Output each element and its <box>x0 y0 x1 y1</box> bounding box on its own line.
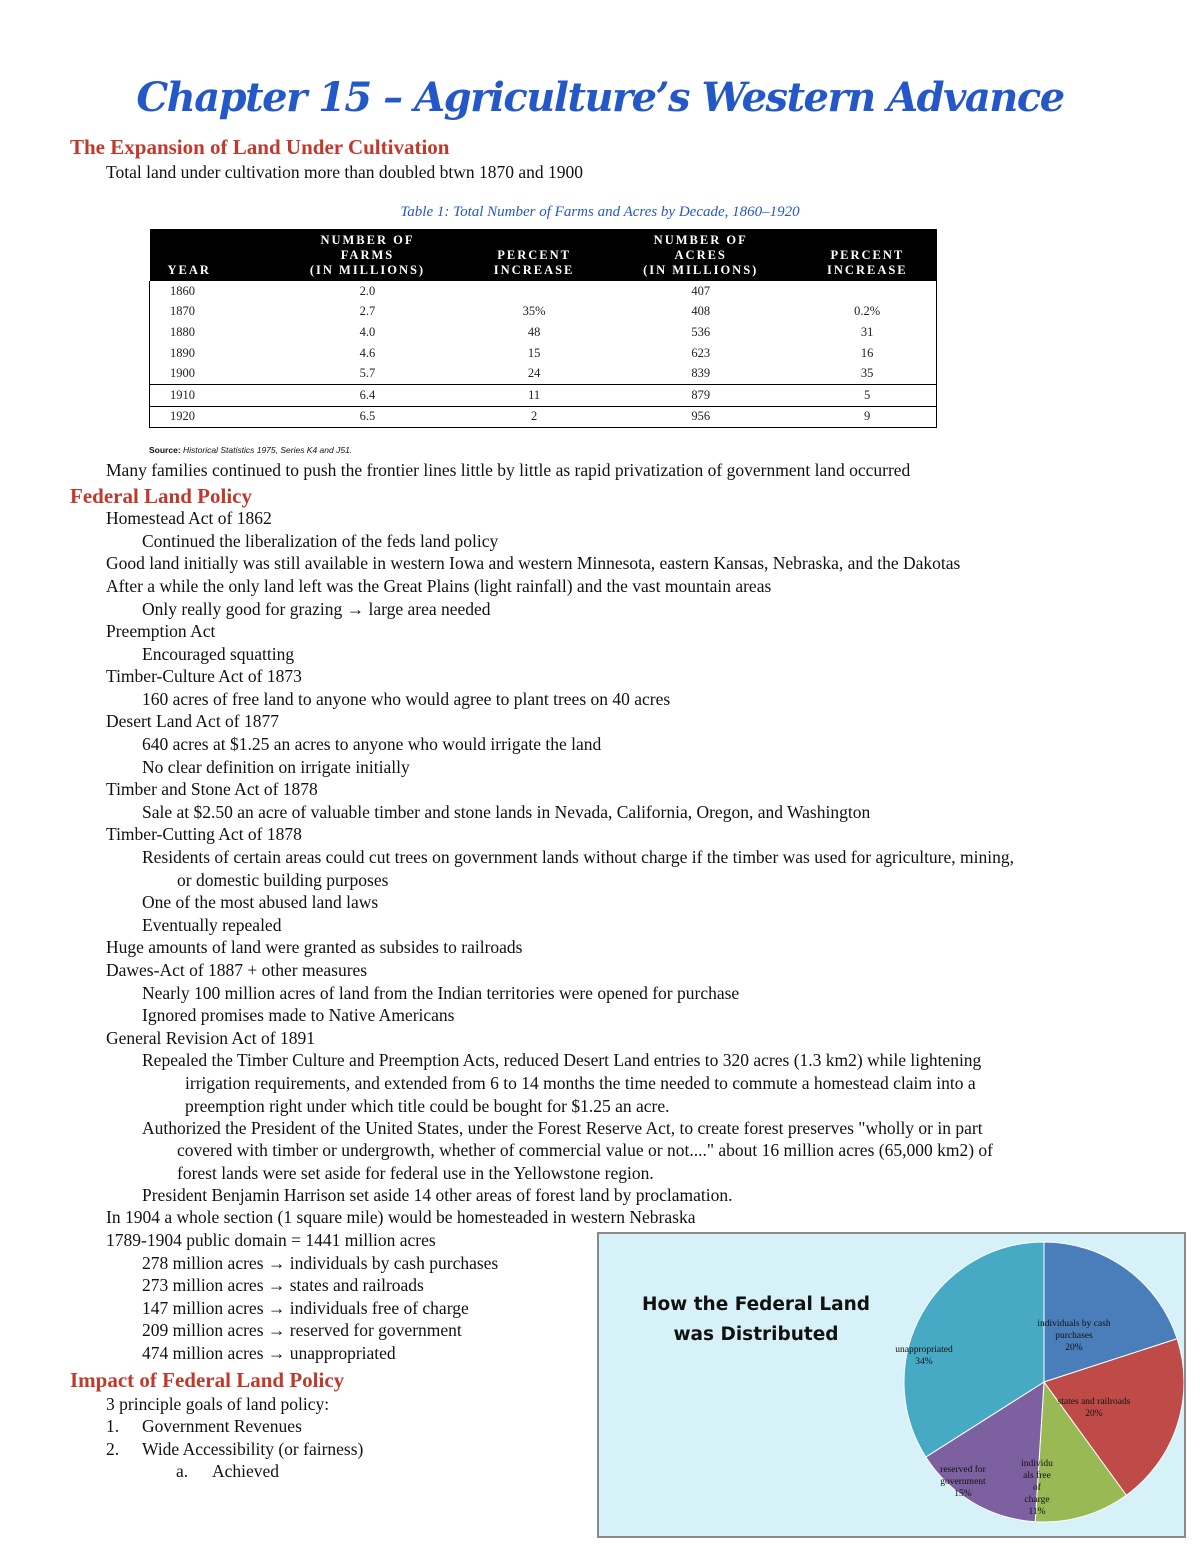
cell-year: 1900 <box>170 366 195 381</box>
federal-line: 474 million acres → unappropriated <box>142 1343 396 1363</box>
pie-slice-label-line: unappropriated <box>895 1345 953 1355</box>
cell-farms: 2.0 <box>359 283 376 298</box>
header-farms-pct <box>465 229 603 281</box>
cell-farms: 4.6 <box>359 345 376 360</box>
pie-chart <box>599 1234 1184 1536</box>
cell-acres-pct <box>798 281 936 302</box>
pie-slice-label-line: als free <box>1023 1471 1051 1481</box>
header-acres-pct <box>798 229 936 281</box>
federal-line: Continued the liberalization of the feds land policy <box>142 531 499 551</box>
federal-line: 640 acres at $1.25 an acres to anyone who would irrigate the land <box>142 734 602 754</box>
table-source <box>149 445 352 455</box>
impact-intro: 3 principle goals of land policy: <box>106 1394 330 1414</box>
federal-line: One of the most abused land laws <box>142 892 379 912</box>
cell-farms: 4.0 <box>359 324 376 339</box>
header-acres-line3: (IN MILLIONS) <box>643 263 759 277</box>
cell-acres: 879 <box>603 384 798 406</box>
federal-line: General Revision Act of 1891 <box>106 1028 315 1048</box>
header-acres-pct-line2: INCREASE <box>827 263 908 277</box>
federal-line: President Benjamin Harrison set aside 14 other areas of forest land by proclamation. <box>142 1185 733 1205</box>
federal-line: covered with timber or undergrowth, whether of commercial value or not...." about 16 million acres (65,000 km2) of <box>177 1140 993 1160</box>
cell-acres-pct: 31 <box>860 324 874 339</box>
cell-year: 1860 <box>170 283 195 298</box>
federal-line: Desert Land Act of 1877 <box>106 711 280 731</box>
cell-acres: 956 <box>603 406 798 428</box>
cell-acres: 407 <box>691 283 711 298</box>
pie-slice-label-line: of <box>1033 1483 1041 1493</box>
cell-acres-pct: 16 <box>860 345 874 360</box>
federal-line: In 1904 a whole section (1 square mile) would be homesteaded in western Nebraska <box>106 1207 696 1227</box>
goal-1-text: Government Revenues <box>142 1416 302 1436</box>
cell-year: 1870 <box>170 304 195 319</box>
cell-farms-pct: 35% <box>522 304 546 319</box>
header-farms-line1: NUMBER OF <box>320 233 415 247</box>
federal-line: No clear definition on irrigate initially <box>142 757 410 777</box>
table-row <box>150 363 937 384</box>
cell-farms-pct <box>465 281 603 302</box>
cell-farms: 6.5 <box>270 406 465 428</box>
federal-line: Eventually repealed <box>142 915 282 935</box>
pie-slice-label-line: reserved for <box>940 1465 986 1475</box>
federal-line: Sale at $2.50 an acre of valuable timber and stone lands in Nevada, California, Oregon, and Washington <box>142 802 871 822</box>
federal-line: irrigation requirements, and extended from 6 to 14 months the time needed to commute a homestead claim into a <box>185 1073 976 1093</box>
federal-line: Huge amounts of land were granted as subsides to railroads <box>106 937 523 957</box>
federal-line: 209 million acres → reserved for government <box>142 1320 462 1340</box>
intro-text: Total land under cultivation more than doubled btwn 1870 and 1900 <box>106 162 584 182</box>
cell-acres: 623 <box>691 345 711 360</box>
cell-farms-pct: 24 <box>527 366 541 381</box>
after-table-text: Many families continued to push the frontier lines little by little as rapid privatization of government land occurred <box>106 460 911 480</box>
farms-table <box>149 229 937 428</box>
cell-acres: 839 <box>691 366 711 381</box>
cell-farms-pct: 48 <box>527 324 541 339</box>
federal-line: Ignored promises made to Native Americans <box>142 1005 455 1025</box>
federal-line: Encouraged squatting <box>142 644 295 664</box>
table-row <box>150 406 937 428</box>
federal-line: 160 acres of free land to anyone who would agree to plant trees on 40 acres <box>142 689 671 709</box>
table-row <box>150 384 937 406</box>
federal-line: 147 million acres → individuals free of charge <box>142 1298 469 1318</box>
header-year: YEAR <box>150 229 271 281</box>
section-heading-impact: Impact of Federal Land Policy <box>70 1368 345 1392</box>
federal-line: 273 million acres → states and railroads <box>142 1275 424 1295</box>
goal-1-marker: 1. <box>106 1416 120 1436</box>
federal-line: or domestic building purposes <box>177 870 389 890</box>
federal-line: 1789-1904 public domain = 1441 million acres <box>106 1230 436 1250</box>
page-title: Chapter 15 – Agriculture’s Western Advance <box>136 74 1064 121</box>
section-heading-federal: Federal Land Policy <box>70 484 252 508</box>
goal-2-marker: 2. <box>106 1439 120 1459</box>
federal-line: Timber-Cutting Act of 1878 <box>106 824 302 844</box>
goal-2-text: Wide Accessibility (or fairness) <box>142 1439 364 1459</box>
table-row <box>150 343 937 364</box>
cell-farms: 6.4 <box>270 384 465 406</box>
cell-farms-pct: 2 <box>465 406 603 428</box>
pie-slice-label-line: 20% <box>1065 1343 1083 1353</box>
header-farms-pct-line1: PERCENT <box>497 248 571 262</box>
cell-farms: 2.7 <box>359 304 376 319</box>
pie-slice-label-line: purchases <box>1055 1331 1093 1341</box>
chart-title-line1: How the Federal Land <box>641 1294 871 1315</box>
federal-line: Repealed the Timber Culture and Preemption Acts, reduced Desert Land entries to 320 acres (1.3 km2) while lightening <box>142 1050 982 1070</box>
pie-slice-label-line: 20% <box>1085 1409 1103 1419</box>
federal-line: Homestead Act of 1862 <box>106 508 272 528</box>
federal-line: Preemption Act <box>106 621 216 641</box>
pie-slice-label-line: 34% <box>915 1357 933 1367</box>
cell-acres: 408 <box>691 304 711 319</box>
cell-year: 1920 <box>150 406 271 428</box>
federal-line: Timber and Stone Act of 1878 <box>106 779 318 799</box>
federal-line: Residents of certain areas could cut trees on government lands without charge if the timber was used for agriculture, mining, <box>142 847 1014 867</box>
table-caption: Table 1: Total Number of Farms and Acres by Decade, 1860–1920 <box>400 204 800 220</box>
header-farms-line2: FARMS <box>340 248 395 262</box>
section-heading-expansion: The Expansion of Land Under Cultivation <box>70 135 450 159</box>
pie-slice-label-line: individuals by cash <box>1037 1319 1111 1329</box>
federal-line: Timber-Culture Act of 1873 <box>106 666 302 686</box>
table-row <box>150 302 937 323</box>
header-farms-line3: (IN MILLIONS) <box>309 263 426 277</box>
header-farms <box>270 229 465 281</box>
header-acres <box>603 229 798 281</box>
cell-acres-pct: 35 <box>860 366 874 381</box>
table-body <box>150 281 937 428</box>
federal-line: forest lands were set aside for federal use in the Yellowstone region. <box>177 1163 654 1183</box>
cell-year: 1890 <box>170 345 195 360</box>
header-acres-line2: ACRES <box>674 248 727 262</box>
pie-chart-box <box>597 1232 1186 1538</box>
cell-farms-pct: 15 <box>527 345 541 360</box>
pie-slice-label-line: charge <box>1024 1495 1050 1505</box>
header-acres-line1: NUMBER OF <box>653 233 748 247</box>
source-label: Source: <box>149 445 181 455</box>
cell-acres-pct: 5 <box>798 384 936 406</box>
cell-acres: 536 <box>691 324 711 339</box>
federal-line: Nearly 100 million acres of land from the Indian territories were opened for purchase <box>142 983 740 1003</box>
federal-line: 278 million acres → individuals by cash purchases <box>142 1253 499 1273</box>
federal-line: Dawes-Act of 1887 + other measures <box>106 960 368 980</box>
pie-slice-label-line: individu <box>1021 1459 1053 1469</box>
chart-title-line2: was Distributed <box>673 1324 839 1345</box>
federal-line: After a while the only land left was the Great Plains (light rainfall) and the vast mountain areas <box>106 576 772 596</box>
goal-2a-text: Achieved <box>212 1461 280 1481</box>
pie-slice-label-line: states and railroads <box>1057 1397 1131 1407</box>
cell-farms-pct: 11 <box>465 384 603 406</box>
header-acres-pct-line1: PERCENT <box>830 248 905 262</box>
table-row <box>150 281 937 302</box>
cell-acres-pct: 0.2% <box>854 304 881 319</box>
cell-farms: 5.7 <box>359 366 376 381</box>
pie-slice-label-line: government <box>940 1477 986 1487</box>
header-farms-pct-line2: INCREASE <box>493 263 575 277</box>
cell-acres-pct: 9 <box>798 406 936 428</box>
federal-line: preemption right under which title could be bought for $1.25 an acre. <box>185 1096 670 1116</box>
source-text: Historical Statistics 1975, Series K4 and J51. <box>183 445 353 455</box>
goal-2a-marker: a. <box>176 1461 189 1481</box>
federal-line: Authorized the President of the United States, under the Forest Reserve Act, to create forest preserves "wholly or in part <box>142 1118 983 1138</box>
table-row <box>150 322 937 343</box>
pie-slice-label-line: 11% <box>1028 1507 1046 1517</box>
table-header-row <box>150 229 937 281</box>
cell-year: 1880 <box>170 324 195 339</box>
federal-line: Only really good for grazing → large area needed <box>142 599 491 619</box>
pie-slice-label-line: 15% <box>954 1489 972 1499</box>
cell-year: 1910 <box>150 384 271 406</box>
federal-line: Good land initially was still available in western Iowa and western Minnesota, eastern Kansas, Nebraska, and the Dakotas <box>106 553 961 573</box>
